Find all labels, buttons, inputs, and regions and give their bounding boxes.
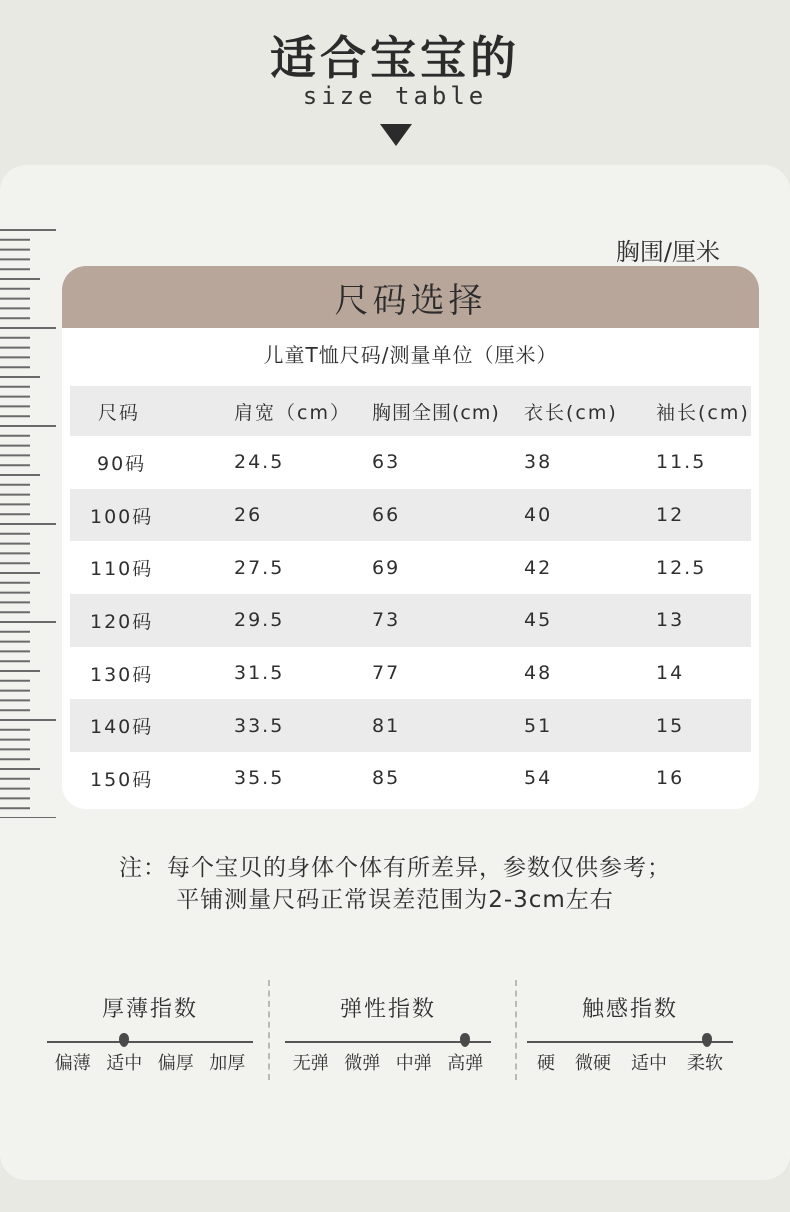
column-header: 袖长(cm) <box>656 401 750 424</box>
gauge-label: 适中 <box>106 1053 143 1074</box>
table-cell: 24.5 <box>234 451 285 474</box>
size-card <box>62 266 759 809</box>
gauge-marker-icon <box>460 1033 470 1047</box>
gauge-labels <box>527 1049 733 1075</box>
gauge-line <box>285 1041 491 1043</box>
gauge-marker-icon <box>702 1033 712 1047</box>
table-cell: 63 <box>372 451 401 474</box>
table-row <box>70 541 751 594</box>
note-line-1: 注：每个宝贝的身体个体有所差异，参数仅供参考； <box>119 855 671 881</box>
gauge-label: 柔软 <box>687 1053 723 1074</box>
table-cell: 15 <box>656 714 685 737</box>
card-title: 尺码选择 <box>62 266 759 328</box>
gauge-title: 触感指数 <box>581 997 678 1022</box>
gauge-label: 加厚 <box>209 1053 246 1074</box>
down-arrow-icon <box>380 124 412 146</box>
table-cell: 77 <box>372 662 401 685</box>
table-cell: 40 <box>524 504 553 527</box>
header-subtitle: size table <box>302 82 488 110</box>
table-cell: 100码 <box>90 505 154 528</box>
table-cell: 13 <box>656 609 685 632</box>
table-cell: 31.5 <box>234 662 285 685</box>
gauge-label: 高弹 <box>447 1053 484 1074</box>
card-subtitle: 儿童T恤尺码/测量单位（厘米） <box>263 342 558 367</box>
table-cell: 48 <box>524 662 553 685</box>
gauge-labels <box>285 1049 491 1075</box>
column-header: 衣长(cm) <box>524 401 618 424</box>
gauge-divider <box>515 980 517 1080</box>
column-header: 胸围全围(cm) <box>372 401 500 424</box>
gauge-label: 微弹 <box>344 1053 381 1074</box>
table-cell: 73 <box>372 609 401 632</box>
gauge-thickness <box>47 992 253 1075</box>
header-title: 适合宝宝的 <box>270 31 520 85</box>
table-cell: 42 <box>524 556 553 579</box>
gauge-label: 偏薄 <box>54 1053 91 1074</box>
gauge-marker-icon <box>119 1033 129 1047</box>
table-cell: 27.5 <box>234 556 285 579</box>
gauge-title: 弹性指数 <box>339 997 436 1022</box>
table-cell: 54 <box>524 767 553 790</box>
table-cell: 90码 <box>97 452 147 475</box>
table-row <box>70 647 751 700</box>
note-line-2: 平铺测量尺码正常误差范围为2-3cm左右 <box>176 887 614 913</box>
table-row <box>70 489 751 542</box>
gauge-label: 偏厚 <box>157 1053 194 1074</box>
table-cell: 35.5 <box>234 767 285 790</box>
table-cell: 150码 <box>90 768 154 791</box>
table-cell: 14 <box>656 662 685 685</box>
gauge-label: 中弹 <box>395 1053 432 1074</box>
table-cell: 38 <box>524 451 553 474</box>
table-cell: 81 <box>372 714 401 737</box>
gauge-label: 硬 <box>537 1053 555 1074</box>
table-cell: 51 <box>524 714 553 737</box>
table-cell: 29.5 <box>234 609 285 632</box>
table-row <box>70 752 751 805</box>
gauge-divider <box>268 980 270 1080</box>
table-header-row <box>70 386 751 436</box>
table-row <box>70 594 751 647</box>
table-cell: 11.5 <box>656 451 707 474</box>
table-cell: 12.5 <box>656 556 707 579</box>
ruler-graphic <box>0 228 60 818</box>
table-cell: 69 <box>372 556 401 579</box>
column-header: 尺码 <box>98 401 141 424</box>
table-cell: 26 <box>234 504 263 527</box>
table-cell: 66 <box>372 504 401 527</box>
gauge-elasticity <box>285 992 491 1075</box>
gauge-label: 无弹 <box>292 1053 329 1074</box>
gauge-softness <box>527 992 733 1075</box>
table-cell: 33.5 <box>234 714 285 737</box>
table-cell: 12 <box>656 504 685 527</box>
size-table <box>70 386 751 805</box>
gauge-label: 微硬 <box>575 1053 611 1074</box>
table-row <box>70 436 751 489</box>
disclaimer-note <box>0 852 790 916</box>
table-cell: 120码 <box>90 610 154 633</box>
table-cell: 140码 <box>90 716 154 739</box>
gauge-title: 厚薄指数 <box>101 997 198 1022</box>
unit-note: 胸围/厘米 <box>615 238 720 266</box>
gauge-labels <box>47 1049 253 1075</box>
table-cell: 16 <box>656 767 685 790</box>
gauge-label: 适中 <box>631 1053 667 1074</box>
table-cell: 130码 <box>90 663 154 686</box>
column-header: 肩宽（cm） <box>234 401 351 424</box>
table-row <box>70 699 751 752</box>
table-cell: 110码 <box>90 558 154 581</box>
gauge-line <box>47 1041 253 1043</box>
table-cell: 45 <box>524 609 553 632</box>
gauge-line <box>527 1041 733 1043</box>
table-cell: 85 <box>372 767 401 790</box>
